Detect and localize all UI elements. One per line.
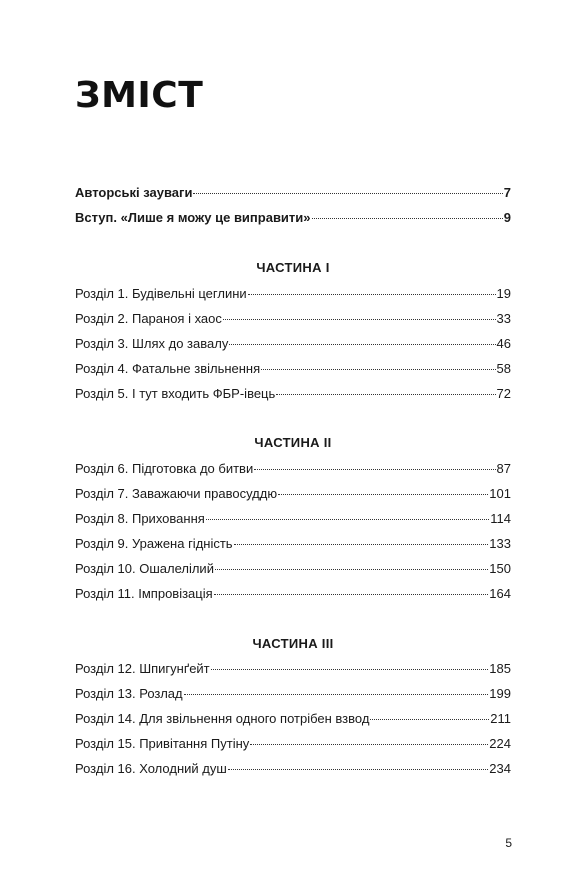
toc-entry-page: 150 [489,561,511,576]
page-number: 5 [505,836,512,850]
toc-entry-chapter-1[interactable] [75,285,511,303]
toc-entry-page: 72 [496,386,511,401]
toc-entry-chapter-7[interactable] [75,485,511,503]
toc-dot-leader [223,319,496,320]
toc-dot-leader [184,694,489,695]
toc-entry-page: 46 [496,336,511,351]
toc-dot-leader [228,769,489,770]
toc-dot-leader [211,669,489,670]
page-title: ЗМІСТ [75,75,204,116]
toc-entry-text: Розділ 5. І тут входить ФБР-івець [75,386,276,401]
part-heading-3: ЧАСТИНА III [252,636,334,651]
toc-entry-chapter-5[interactable] [75,385,511,403]
toc-entry-chapter-8[interactable] [75,510,511,528]
toc-entry-page: 87 [496,461,511,476]
toc-entry-text: Розділ 10. Ошалелілий [75,561,214,576]
toc-entry-page: 9 [503,210,511,225]
toc-entry-page: 234 [489,761,511,776]
toc-entry-author-notes[interactable] [75,184,511,202]
toc-dot-leader [370,719,489,720]
part-heading-2: ЧАСТИНА II [254,435,332,450]
toc-entry-text: Розділ 11. Імпровізація [75,586,213,601]
toc-entry-chapter-13[interactable] [75,685,511,703]
toc-entry-chapter-16[interactable] [75,760,511,778]
toc-entry-text: Розділ 4. Фатальне звільнення [75,361,261,376]
toc-entry-text: Розділ 1. Будівельні цеглини [75,286,247,301]
toc-entry-text: Авторські зауваги [75,185,193,200]
toc-entry-text: Вступ. «Лише я можу це виправити» [75,210,311,225]
toc-entry-page: 185 [489,661,511,676]
toc-entry-chapter-10[interactable] [75,560,511,578]
toc-entry-page: 114 [490,511,511,526]
toc-entry-page: 19 [496,286,511,301]
toc-entry-text: Розділ 16. Холодний душ [75,761,227,776]
toc-entry-text: Розділ 2. Параноя і хаос [75,311,222,326]
toc-dot-leader [206,519,489,520]
toc-dot-leader [215,569,488,570]
toc-entry-text: Розділ 6. Підготовка до битви [75,461,254,476]
toc-entry-chapter-6[interactable] [75,460,511,478]
toc-dot-leader [278,494,488,495]
toc-entry-text: Розділ 3. Шлях до завалу [75,336,229,351]
toc-entry-page: 133 [489,536,511,551]
toc-entry-chapter-2[interactable] [75,310,511,328]
toc-entry-text: Розділ 14. Для звільнення одного потрібен взвод [75,711,370,726]
toc-dot-leader [312,218,503,219]
toc-dot-leader [250,744,488,745]
toc-entry-chapter-11[interactable] [75,585,511,603]
toc-entry-chapter-3[interactable] [75,335,511,353]
toc-entry-page: 199 [489,686,511,701]
toc-dot-leader [254,469,495,470]
toc-entry-page: 211 [490,711,511,726]
toc-entry-chapter-14[interactable] [75,710,511,728]
toc-entry-chapter-4[interactable] [75,360,511,378]
toc-dot-leader [229,344,495,345]
toc-entry-introduction[interactable] [75,209,511,227]
toc-entry-chapter-15[interactable] [75,735,511,753]
toc-dot-leader [214,594,489,595]
toc-entry-text: Розділ 15. Привітання Путіну [75,736,250,751]
toc-dot-leader [193,193,502,194]
toc-entry-page: 58 [496,361,511,376]
part-heading-1: ЧАСТИНА I [256,260,330,275]
toc-dot-leader [276,394,495,395]
toc-entry-text: Розділ 13. Розлад [75,686,183,701]
toc-entry-page: 224 [489,736,511,751]
toc-entry-page: 33 [496,311,511,326]
toc-entry-text: Розділ 8. Приховання [75,511,205,526]
toc-entry-chapter-9[interactable] [75,535,511,553]
toc-dot-leader [261,369,495,370]
toc-entry-text: Розділ 7. Заважаючи правосуддю [75,486,278,501]
toc-dot-leader [248,294,496,295]
toc-entry-page: 101 [489,486,511,501]
toc-entry-page: 164 [489,586,511,601]
toc-entry-text: Розділ 9. Уражена гідність [75,536,233,551]
toc-entry-text: Розділ 12. Шпигунґейт [75,661,210,676]
toc-entry-page: 7 [503,185,511,200]
toc-dot-leader [234,544,489,545]
toc-entry-chapter-12[interactable] [75,660,511,678]
